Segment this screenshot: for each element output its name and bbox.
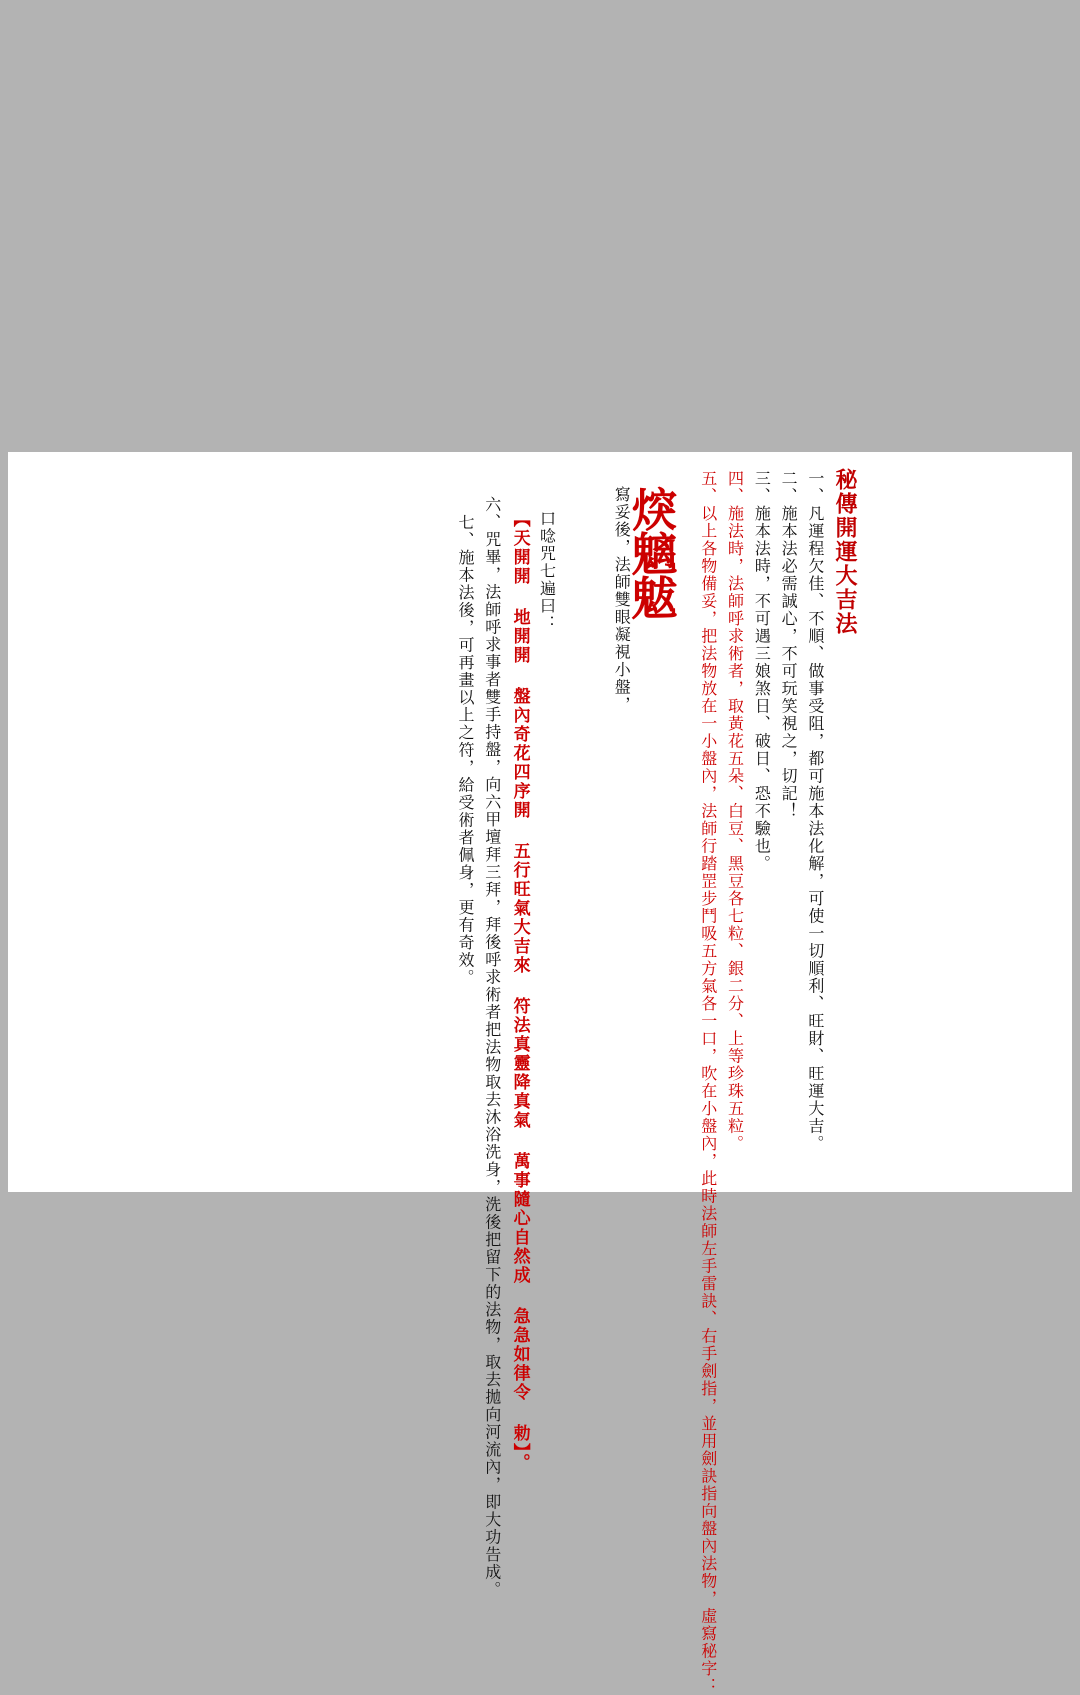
list-item-6: 六、咒畢，法師呼求事者雙手持盤，向六甲壇拜三拜，拜後呼求術者把法物取去沐浴洗身，洗後把留下的法物，取去拋向河流內，即大功告成。 xyxy=(482,496,502,1599)
list-item-4: 四、施法時，法師呼求術者，取黃花五朵、白豆、黑豆各七粒、銀二分、上等珍珠五粒。 xyxy=(725,470,745,1153)
mantra-label: 口唸咒七遍曰： xyxy=(537,510,557,633)
talisman-glyphs: 㷝魑魃 xyxy=(624,485,679,619)
list-item-2: 二、施本法必需誠心，不可玩笑視之，切記！ xyxy=(779,470,799,820)
list-item-1: 一、凡運程欠佳、不順、做事受阻，都可施本法化解，可使一切順利、旺財、旺運大吉。 xyxy=(805,470,825,1153)
page-title: 秘傳開運大吉法 xyxy=(832,468,858,636)
talisman-note: 寫妥後，法師雙眼凝視小盤， xyxy=(612,486,632,714)
document-page xyxy=(8,452,1072,1695)
list-item-5: 五、以上各物備妥，把法物放在一小盤內，法師行踏罡步鬥吸五方氣各一口，吹在小盤內，此時法師左手雷訣、右手劍指，並用劍訣指向盤內法物，虛寫秘字： xyxy=(698,470,718,1695)
list-item-3: 三、施本法時，不可遇三娘煞日、破日、恐不驗也。 xyxy=(752,470,772,873)
list-item-7: 七、施本法後，可再畫以上之符，給受術者佩身，更有奇效。 xyxy=(456,514,475,987)
mantra-text: 【天開開 地開開 盤內奇花四序開 五行旺氣大吉來 符法真靈降真氣 萬事隨心自然成 急急如律令 勅】。 xyxy=(509,510,530,1473)
vertical-text-columns xyxy=(8,452,1072,1695)
